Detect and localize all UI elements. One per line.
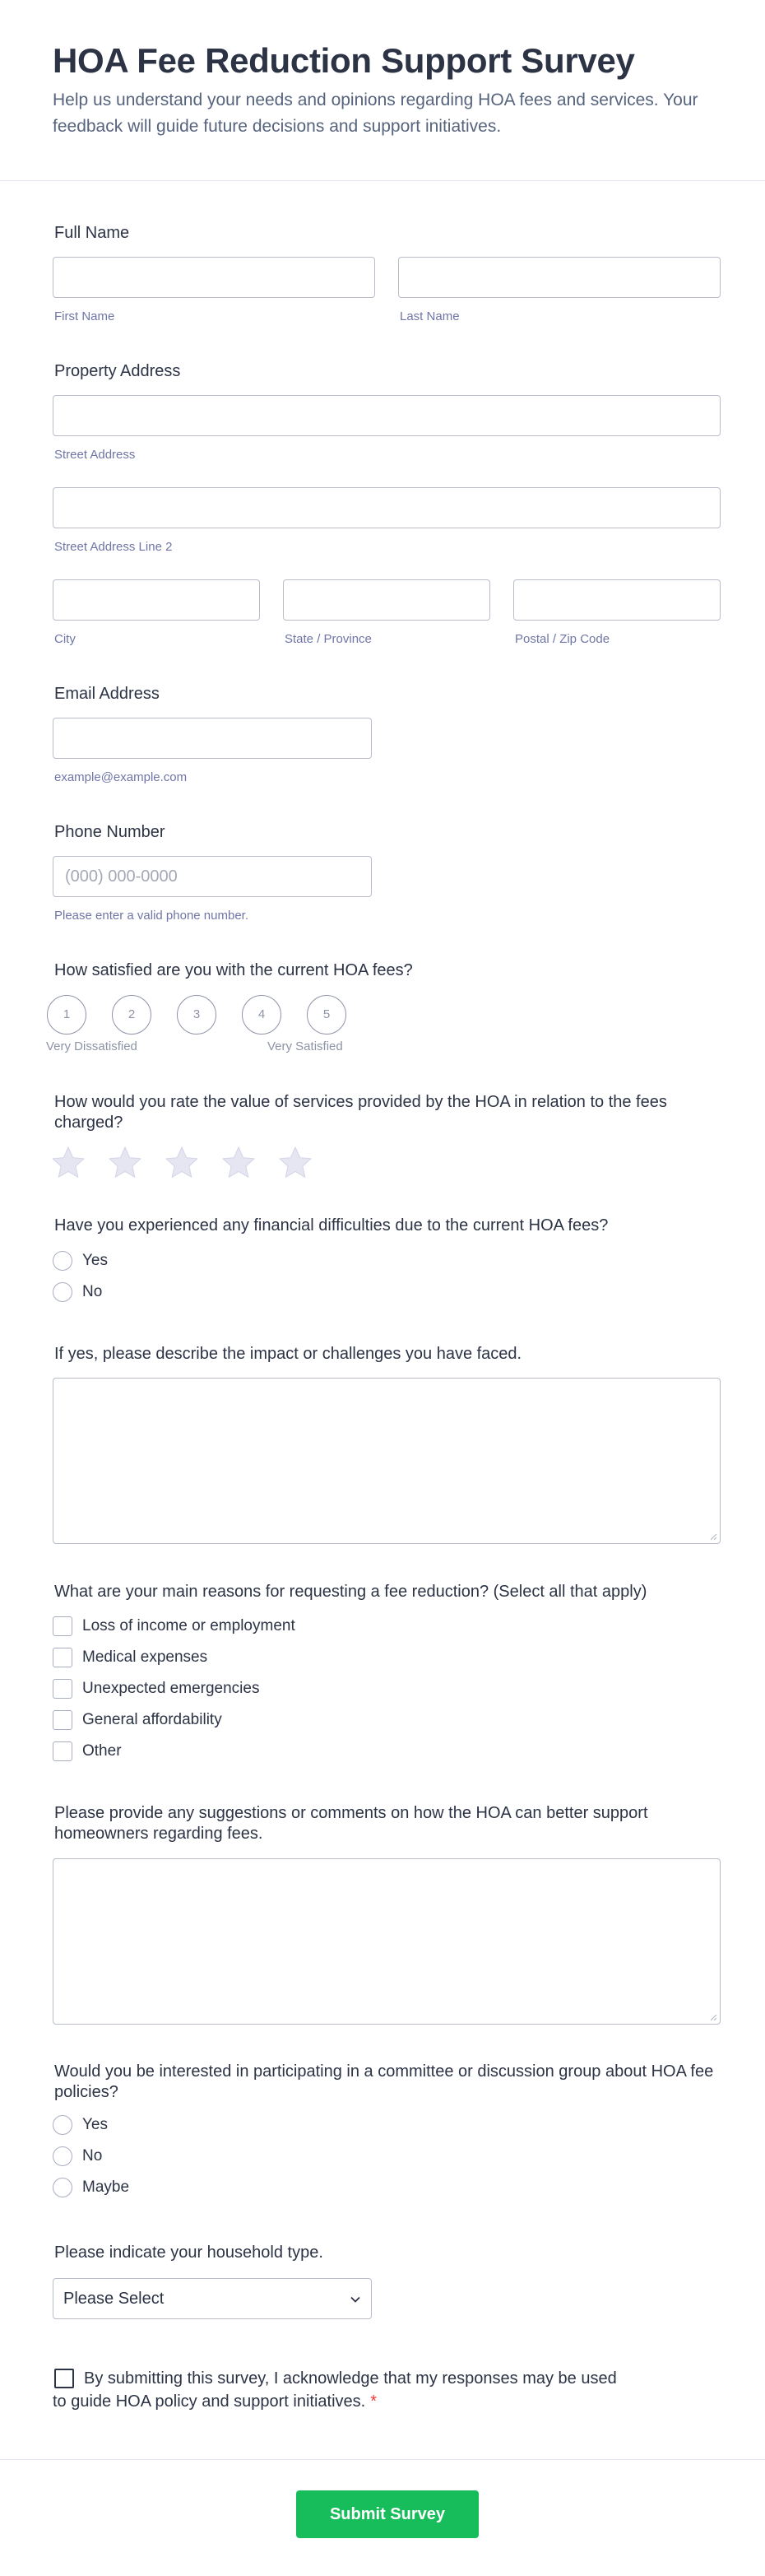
reasons-label: What are your main reasons for requesting a fee reduction? (Select all that apply) <box>54 1583 647 1601</box>
reason-other-label: Other <box>82 1742 122 1760</box>
scale-high-label: Very Satisfied <box>267 1039 343 1053</box>
reason-medical-label: Medical expenses <box>82 1648 208 1666</box>
chevron-down-icon <box>350 2294 361 2305</box>
impact-label: If yes, please describe the impact or challenges you have faced. <box>54 1345 522 1363</box>
email-input[interactable] <box>53 718 372 759</box>
impact-textarea[interactable] <box>53 1378 721 1544</box>
street-address-input[interactable] <box>53 395 721 436</box>
hardship-yes-label: Yes <box>82 1252 108 1269</box>
hardship-yes-radio[interactable] <box>53 1251 72 1271</box>
committee-no-radio[interactable] <box>53 2146 72 2166</box>
committee-no-label: No <box>82 2147 103 2164</box>
hardship-no-radio[interactable] <box>53 1282 72 1302</box>
address-label: Property Address <box>54 362 181 380</box>
household-select[interactable] <box>53 2278 372 2319</box>
last-name-input[interactable] <box>398 257 721 298</box>
star-4-icon[interactable] <box>220 1145 257 1181</box>
committee-maybe-radio[interactable] <box>53 2178 72 2197</box>
hardship-label: Have you experienced any financial difficulties due to the current HOA fees? <box>54 1216 609 1235</box>
reason-medical-checkbox[interactable] <box>53 1648 72 1667</box>
form-header <box>0 0 765 181</box>
email-sublabel: example@example.com <box>54 770 188 784</box>
submit-button[interactable]: Submit Survey <box>296 2490 479 2538</box>
street-address-sublabel: Street Address <box>54 448 136 462</box>
full-name-label: Full Name <box>54 224 130 242</box>
star-2-icon[interactable] <box>107 1145 143 1181</box>
required-asterisk: * <box>370 2392 378 2411</box>
first-name-input[interactable] <box>53 257 375 298</box>
reason-income-label: Loss of income or employment <box>82 1617 295 1634</box>
state-sublabel: State / Province <box>285 632 372 646</box>
committee-label: Would you be interested in participating in a committee or discussion group about HOA fee policies? <box>54 2062 714 2101</box>
reason-emergencies-checkbox[interactable] <box>53 1679 72 1699</box>
star-1-icon[interactable] <box>50 1145 86 1181</box>
committee-maybe-label: Maybe <box>82 2178 130 2196</box>
city-sublabel: City <box>54 632 76 646</box>
phone-placeholder: (000) 000-0000 <box>65 867 178 886</box>
reason-income-checkbox[interactable] <box>53 1616 72 1636</box>
scale-option-4[interactable]: 4 <box>242 995 281 1035</box>
phone-input[interactable] <box>53 856 372 897</box>
zip-sublabel: Postal / Zip Code <box>515 632 610 646</box>
reason-emergencies-label: Unexpected emergencies <box>82 1680 260 1697</box>
committee-yes-label: Yes <box>82 2116 108 2133</box>
state-input[interactable] <box>283 579 490 621</box>
scale-option-3[interactable]: 3 <box>177 995 216 1035</box>
household-select-value: Please Select <box>63 2290 165 2308</box>
suggestions-label: Please provide any suggestions or comments on how the HOA can better support homeowners regarding fees. <box>54 1804 648 1843</box>
hardship-no-label: No <box>82 1283 103 1300</box>
scale-low-label: Very Dissatisfied <box>46 1039 137 1053</box>
reason-affordability-label: General affordability <box>82 1711 222 1728</box>
satisfaction-label: How satisfied are you with the current HOA fees? <box>54 961 413 979</box>
phone-sublabel: Please enter a valid phone number. <box>54 909 248 923</box>
last-name-sublabel: Last Name <box>400 309 460 323</box>
scale-option-2[interactable]: 2 <box>112 995 151 1035</box>
zip-input[interactable] <box>513 579 721 621</box>
city-input[interactable] <box>53 579 260 621</box>
consent-label <box>53 2367 628 2413</box>
suggestions-textarea[interactable] <box>53 1858 721 2025</box>
first-name-sublabel: First Name <box>54 309 115 323</box>
form-title: HOA Fee Reduction Support Survey <box>53 41 635 80</box>
consent-text: By submitting this survey, I acknowledge that my responses may be used to guide HOA policy and support initiatives. <box>53 2369 617 2411</box>
star-5-icon[interactable] <box>277 1145 313 1181</box>
star-3-icon[interactable] <box>164 1145 200 1181</box>
scale-option-1[interactable]: 1 <box>47 995 86 1035</box>
resize-grip-icon <box>710 2014 717 2021</box>
resize-grip-icon <box>710 1533 717 1541</box>
reason-affordability-checkbox[interactable] <box>53 1710 72 1730</box>
street-address-line2-input[interactable] <box>53 487 721 528</box>
committee-yes-radio[interactable] <box>53 2115 72 2135</box>
street-address-line2-sublabel: Street Address Line 2 <box>54 540 173 554</box>
phone-label: Phone Number <box>54 823 165 841</box>
footer-divider <box>0 2459 765 2460</box>
household-label: Please indicate your household type. <box>54 2244 323 2262</box>
form-subtitle: Help us understand your needs and opinions regarding HOA fees and services. Your feedback will guide future decisions and support initiatives. <box>53 91 698 136</box>
value-rating-label: How would you rate the value of services provided by the HOA in relation to the fees charged? <box>54 1093 667 1132</box>
email-label: Email Address <box>54 685 160 703</box>
reason-other-checkbox[interactable] <box>53 1741 72 1761</box>
scale-option-5[interactable]: 5 <box>307 995 346 1035</box>
